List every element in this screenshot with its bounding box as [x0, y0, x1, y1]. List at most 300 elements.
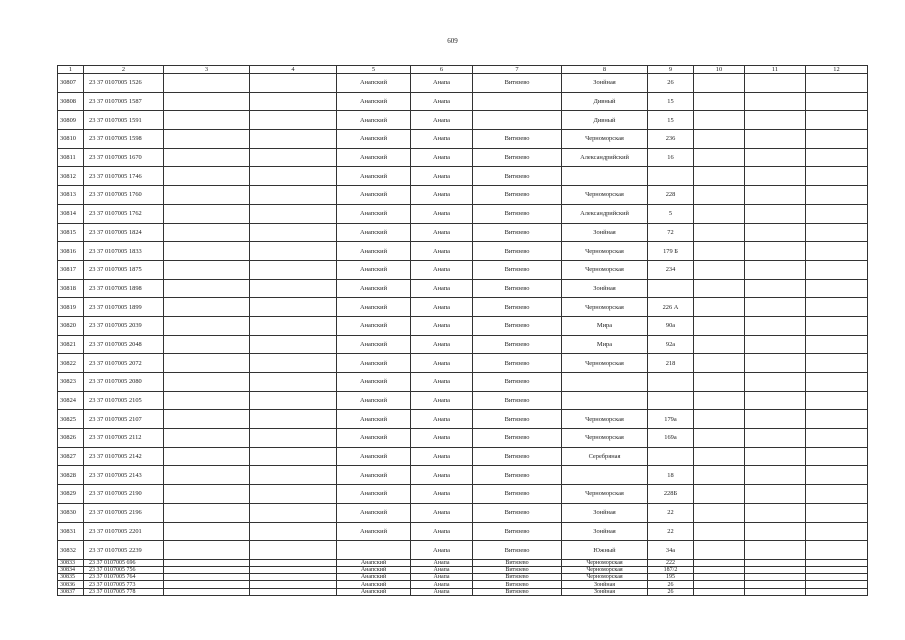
settlement-cell: Витязево	[473, 242, 562, 261]
cadastral-number-cell: 23 37 0107005 2048	[84, 335, 164, 354]
empty-cell	[745, 92, 806, 111]
district-cell: Анапский	[337, 242, 411, 261]
empty-cell	[250, 541, 337, 560]
empty-cell	[806, 522, 868, 541]
row-number-cell: 30829	[58, 485, 84, 504]
empty-cell	[806, 485, 868, 504]
empty-cell	[694, 74, 745, 93]
settlement-cell: Витязево	[473, 581, 562, 588]
empty-cell	[745, 148, 806, 167]
empty-cell	[164, 354, 250, 373]
empty-cell	[164, 559, 250, 566]
settlement-cell: Витязево	[473, 167, 562, 186]
empty-cell	[164, 260, 250, 279]
empty-cell	[745, 485, 806, 504]
empty-cell	[806, 391, 868, 410]
empty-cell	[745, 335, 806, 354]
street-cell: Зонйная	[562, 223, 648, 242]
table-row	[58, 485, 868, 504]
house-number-cell: 195	[648, 574, 694, 581]
settlement-cell	[473, 92, 562, 111]
empty-cell	[806, 279, 868, 298]
row-number-cell: 30816	[58, 242, 84, 261]
house-number-cell: 72	[648, 223, 694, 242]
empty-cell	[806, 574, 868, 581]
table-row	[58, 429, 868, 448]
empty-cell	[250, 574, 337, 581]
city-cell: Анапа	[411, 354, 473, 373]
table-row	[58, 298, 868, 317]
city-cell: Анапа	[411, 92, 473, 111]
house-number-cell: 26	[648, 74, 694, 93]
row-number-cell: 30809	[58, 111, 84, 130]
street-cell: Зонйная	[562, 74, 648, 93]
city-cell: Анапа	[411, 335, 473, 354]
empty-cell	[694, 559, 745, 566]
settlement-cell: Витязево	[473, 429, 562, 448]
empty-cell	[745, 466, 806, 485]
empty-cell	[806, 373, 868, 392]
empty-cell	[806, 410, 868, 429]
settlement-cell: Витязево	[473, 588, 562, 595]
empty-cell	[806, 503, 868, 522]
street-cell: Черноморская	[562, 485, 648, 504]
house-number-cell: 26	[648, 588, 694, 595]
empty-cell	[806, 242, 868, 261]
empty-cell	[745, 373, 806, 392]
street-cell: Южный	[562, 541, 648, 560]
empty-cell	[250, 503, 337, 522]
row-number-cell: 30826	[58, 429, 84, 448]
house-number-cell: 179а	[648, 410, 694, 429]
column-header: 11	[745, 66, 806, 74]
city-cell: Анапа	[411, 279, 473, 298]
empty-cell	[250, 335, 337, 354]
house-number-cell: 15	[648, 111, 694, 130]
empty-cell	[250, 223, 337, 242]
column-header: 9	[648, 66, 694, 74]
house-number-cell: 22	[648, 522, 694, 541]
cadastral-number-cell: 23 37 0107005 1875	[84, 260, 164, 279]
empty-cell	[164, 111, 250, 130]
empty-cell	[694, 148, 745, 167]
house-number-cell: 92а	[648, 335, 694, 354]
city-cell: Анапа	[411, 316, 473, 335]
register-table	[57, 65, 868, 596]
street-cell: Зонйная	[562, 588, 648, 595]
house-number-cell: 18	[648, 466, 694, 485]
street-cell: Черноморская	[562, 130, 648, 149]
city-cell: Анапа	[411, 559, 473, 566]
settlement-cell: Витязево	[473, 335, 562, 354]
street-cell	[562, 373, 648, 392]
cadastral-number-cell: 23 37 0107005 1898	[84, 279, 164, 298]
cadastral-number-cell: 23 37 0107005 2107	[84, 410, 164, 429]
empty-cell	[250, 410, 337, 429]
row-number-cell: 30807	[58, 74, 84, 93]
city-cell: Анапа	[411, 447, 473, 466]
empty-cell	[250, 298, 337, 317]
row-number-cell: 30822	[58, 354, 84, 373]
district-cell: Анапский	[337, 279, 411, 298]
settlement-cell: Витязево	[473, 186, 562, 205]
table-row	[58, 148, 868, 167]
district-cell: Анапский	[337, 204, 411, 223]
column-header: 1	[58, 66, 84, 74]
settlement-cell: Витязево	[473, 567, 562, 574]
house-number-cell: 16	[648, 148, 694, 167]
empty-cell	[164, 485, 250, 504]
house-number-cell: 179 Б	[648, 242, 694, 261]
empty-cell	[164, 581, 250, 588]
cadastral-number-cell: 23 37 0107005 2112	[84, 429, 164, 448]
row-number-cell: 30836	[58, 581, 84, 588]
empty-cell	[164, 130, 250, 149]
empty-cell	[745, 410, 806, 429]
row-number-cell: 30817	[58, 260, 84, 279]
empty-cell	[745, 541, 806, 560]
empty-cell	[806, 316, 868, 335]
city-cell: Анапа	[411, 581, 473, 588]
row-number-cell: 30835	[58, 574, 84, 581]
table-row	[58, 373, 868, 392]
row-number-cell: 30819	[58, 298, 84, 317]
cadastral-number-cell: 23 37 0107005 1760	[84, 186, 164, 205]
empty-cell	[164, 466, 250, 485]
street-cell	[562, 167, 648, 186]
empty-cell	[745, 354, 806, 373]
table-row	[58, 316, 868, 335]
empty-cell	[745, 503, 806, 522]
settlement-cell: Витязево	[473, 466, 562, 485]
settlement-cell: Витязево	[473, 373, 562, 392]
empty-cell	[164, 74, 250, 93]
empty-cell	[806, 588, 868, 595]
house-number-cell	[648, 391, 694, 410]
empty-cell	[806, 541, 868, 560]
row-number-cell: 30820	[58, 316, 84, 335]
empty-cell	[250, 74, 337, 93]
empty-cell	[806, 559, 868, 566]
house-number-cell: 22	[648, 503, 694, 522]
table-row	[58, 581, 868, 588]
empty-cell	[745, 567, 806, 574]
empty-cell	[694, 354, 745, 373]
empty-cell	[694, 522, 745, 541]
cadastral-number-cell: 23 37 0107005 2080	[84, 373, 164, 392]
row-number-cell: 30821	[58, 335, 84, 354]
settlement-cell: Витязево	[473, 74, 562, 93]
empty-cell	[694, 567, 745, 574]
empty-cell	[694, 204, 745, 223]
district-cell: Анапский	[337, 522, 411, 541]
city-cell: Анапа	[411, 588, 473, 595]
table-row	[58, 74, 868, 93]
cadastral-number-cell: 23 37 0107005 1899	[84, 298, 164, 317]
table-row	[58, 588, 868, 595]
column-header: 7	[473, 66, 562, 74]
cadastral-number-cell: 23 37 0107005 2190	[84, 485, 164, 504]
district-cell: Анапский	[337, 316, 411, 335]
row-number-cell: 30814	[58, 204, 84, 223]
street-cell: Черноморская	[562, 186, 648, 205]
district-cell: Анапский	[337, 92, 411, 111]
table-row	[58, 130, 868, 149]
district-cell: Анапский	[337, 335, 411, 354]
street-cell: Черноморская	[562, 242, 648, 261]
cadastral-number-cell: 23 37 0107005 1526	[84, 74, 164, 93]
empty-cell	[694, 503, 745, 522]
table-row	[58, 466, 868, 485]
table-row	[58, 574, 868, 581]
city-cell: Анапа	[411, 503, 473, 522]
street-cell: Черноморская	[562, 574, 648, 581]
empty-cell	[694, 466, 745, 485]
empty-cell	[745, 167, 806, 186]
city-cell: Анапа	[411, 74, 473, 93]
district-cell: Анапский	[337, 567, 411, 574]
row-number-cell: 30827	[58, 447, 84, 466]
table-row	[58, 186, 868, 205]
empty-cell	[694, 111, 745, 130]
house-number-cell: 218	[648, 354, 694, 373]
house-number-cell: 15	[648, 92, 694, 111]
street-cell: Серебряная	[562, 447, 648, 466]
empty-cell	[250, 447, 337, 466]
city-cell: Анапа	[411, 111, 473, 130]
column-header: 2	[84, 66, 164, 74]
row-number-cell: 30815	[58, 223, 84, 242]
settlement-cell: Витязево	[473, 391, 562, 410]
empty-cell	[250, 588, 337, 595]
empty-cell	[806, 204, 868, 223]
empty-cell	[745, 111, 806, 130]
house-number-cell: 236	[648, 130, 694, 149]
empty-cell	[694, 588, 745, 595]
district-cell: Анапский	[337, 485, 411, 504]
cadastral-number-cell: 23 37 0107005 778	[84, 588, 164, 595]
empty-cell	[164, 335, 250, 354]
empty-cell	[164, 242, 250, 261]
row-number-cell: 30833	[58, 559, 84, 566]
empty-cell	[250, 92, 337, 111]
district-cell: Анапский	[337, 410, 411, 429]
empty-cell	[250, 373, 337, 392]
settlement-cell	[473, 111, 562, 130]
row-number-cell: 30828	[58, 466, 84, 485]
table-row	[58, 447, 868, 466]
empty-cell	[806, 111, 868, 130]
house-number-cell: 228Б	[648, 485, 694, 504]
table-row	[58, 559, 868, 566]
empty-cell	[694, 485, 745, 504]
empty-cell	[164, 588, 250, 595]
cadastral-number-cell: 23 37 0107005 2039	[84, 316, 164, 335]
street-cell: Мира	[562, 316, 648, 335]
city-cell: Анапа	[411, 148, 473, 167]
empty-cell	[694, 223, 745, 242]
row-number-cell: 30830	[58, 503, 84, 522]
row-number-cell: 30813	[58, 186, 84, 205]
district-cell: Анапский	[337, 354, 411, 373]
settlement-cell: Витязево	[473, 204, 562, 223]
empty-cell	[694, 92, 745, 111]
empty-cell	[745, 581, 806, 588]
street-cell: Александрийский	[562, 148, 648, 167]
empty-cell	[250, 354, 337, 373]
settlement-cell: Витязево	[473, 485, 562, 504]
empty-cell	[250, 522, 337, 541]
street-cell: Черноморская	[562, 559, 648, 566]
row-number-cell: 30823	[58, 373, 84, 392]
empty-cell	[806, 74, 868, 93]
settlement-cell: Витязево	[473, 260, 562, 279]
empty-cell	[250, 391, 337, 410]
empty-cell	[250, 429, 337, 448]
cadastral-number-cell: 23 37 0107005 2072	[84, 354, 164, 373]
city-cell: Анапа	[411, 429, 473, 448]
empty-cell	[806, 567, 868, 574]
house-number-cell: 26	[648, 581, 694, 588]
column-header: 8	[562, 66, 648, 74]
city-cell: Анапа	[411, 410, 473, 429]
street-cell: Черноморская	[562, 298, 648, 317]
empty-cell	[250, 186, 337, 205]
empty-cell	[164, 447, 250, 466]
street-cell: Александрийский	[562, 204, 648, 223]
empty-cell	[164, 541, 250, 560]
empty-cell	[806, 581, 868, 588]
empty-cell	[694, 167, 745, 186]
cadastral-number-cell: 23 37 0107005 756	[84, 567, 164, 574]
settlement-cell: Витязево	[473, 223, 562, 242]
street-cell: Черноморская	[562, 260, 648, 279]
empty-cell	[250, 316, 337, 335]
empty-cell	[164, 373, 250, 392]
empty-cell	[745, 242, 806, 261]
cadastral-number-cell: 23 37 0107005 696	[84, 559, 164, 566]
empty-cell	[745, 186, 806, 205]
empty-cell	[806, 260, 868, 279]
empty-cell	[745, 74, 806, 93]
cadastral-number-cell: 23 37 0107005 2201	[84, 522, 164, 541]
column-header: 3	[164, 66, 250, 74]
district-cell: Анапский	[337, 574, 411, 581]
empty-cell	[164, 204, 250, 223]
district-cell: Анапский	[337, 391, 411, 410]
district-cell: Анапский	[337, 503, 411, 522]
street-cell: Зонйная	[562, 581, 648, 588]
settlement-cell: Витязево	[473, 316, 562, 335]
empty-cell	[250, 130, 337, 149]
house-number-cell	[648, 279, 694, 298]
city-cell: Анапа	[411, 522, 473, 541]
empty-cell	[694, 298, 745, 317]
column-header: 5	[337, 66, 411, 74]
street-cell: Черноморская	[562, 354, 648, 373]
district-cell: Анапский	[337, 223, 411, 242]
header-row	[58, 66, 868, 74]
street-cell	[562, 391, 648, 410]
district-cell: Анапский	[337, 588, 411, 595]
table-row	[58, 92, 868, 111]
table-row	[58, 260, 868, 279]
empty-cell	[164, 429, 250, 448]
district-cell	[337, 541, 411, 560]
street-cell: Черноморская	[562, 567, 648, 574]
empty-cell	[694, 391, 745, 410]
street-cell: Зонйная	[562, 279, 648, 298]
empty-cell	[694, 541, 745, 560]
cadastral-number-cell: 23 37 0107005 2196	[84, 503, 164, 522]
house-number-cell: 187/2	[648, 567, 694, 574]
settlement-cell: Витязево	[473, 541, 562, 560]
empty-cell	[164, 279, 250, 298]
city-cell: Анапа	[411, 260, 473, 279]
empty-cell	[164, 92, 250, 111]
city-cell: Анапа	[411, 204, 473, 223]
empty-cell	[250, 567, 337, 574]
house-number-cell	[648, 373, 694, 392]
settlement-cell: Витязево	[473, 410, 562, 429]
settlement-cell: Витязево	[473, 559, 562, 566]
empty-cell	[694, 186, 745, 205]
house-number-cell: 222	[648, 559, 694, 566]
empty-cell	[694, 447, 745, 466]
street-cell: Зонйная	[562, 503, 648, 522]
city-cell: Анапа	[411, 391, 473, 410]
empty-cell	[806, 92, 868, 111]
row-number-cell: 30834	[58, 567, 84, 574]
cadastral-number-cell: 23 37 0107005 1598	[84, 130, 164, 149]
empty-cell	[250, 242, 337, 261]
empty-cell	[694, 410, 745, 429]
row-number-cell: 30831	[58, 522, 84, 541]
table-row	[58, 410, 868, 429]
empty-cell	[806, 466, 868, 485]
house-number-cell: 90а	[648, 316, 694, 335]
cadastral-number-cell: 23 37 0107005 1824	[84, 223, 164, 242]
table-row	[58, 111, 868, 130]
city-cell: Анапа	[411, 223, 473, 242]
cadastral-number-cell: 23 37 0107005 1833	[84, 242, 164, 261]
empty-cell	[806, 429, 868, 448]
house-number-cell: 34а	[648, 541, 694, 560]
empty-cell	[164, 522, 250, 541]
empty-cell	[806, 447, 868, 466]
cadastral-number-cell: 23 37 0107005 1670	[84, 148, 164, 167]
cadastral-number-cell: 23 37 0107005 2105	[84, 391, 164, 410]
city-cell: Анапа	[411, 242, 473, 261]
empty-cell	[164, 391, 250, 410]
table-row	[58, 279, 868, 298]
street-cell: Дивный	[562, 92, 648, 111]
settlement-cell: Витязево	[473, 503, 562, 522]
city-cell: Анапа	[411, 567, 473, 574]
cadastral-number-cell: 23 37 0107005 1587	[84, 92, 164, 111]
empty-cell	[694, 260, 745, 279]
settlement-cell: Витязево	[473, 148, 562, 167]
cadastral-number-cell: 23 37 0107005 1762	[84, 204, 164, 223]
empty-cell	[694, 429, 745, 448]
empty-cell	[250, 167, 337, 186]
empty-cell	[250, 559, 337, 566]
cadastral-number-cell: 23 37 0107005 2142	[84, 447, 164, 466]
table-row	[58, 167, 868, 186]
table-row	[58, 503, 868, 522]
empty-cell	[164, 567, 250, 574]
empty-cell	[806, 335, 868, 354]
